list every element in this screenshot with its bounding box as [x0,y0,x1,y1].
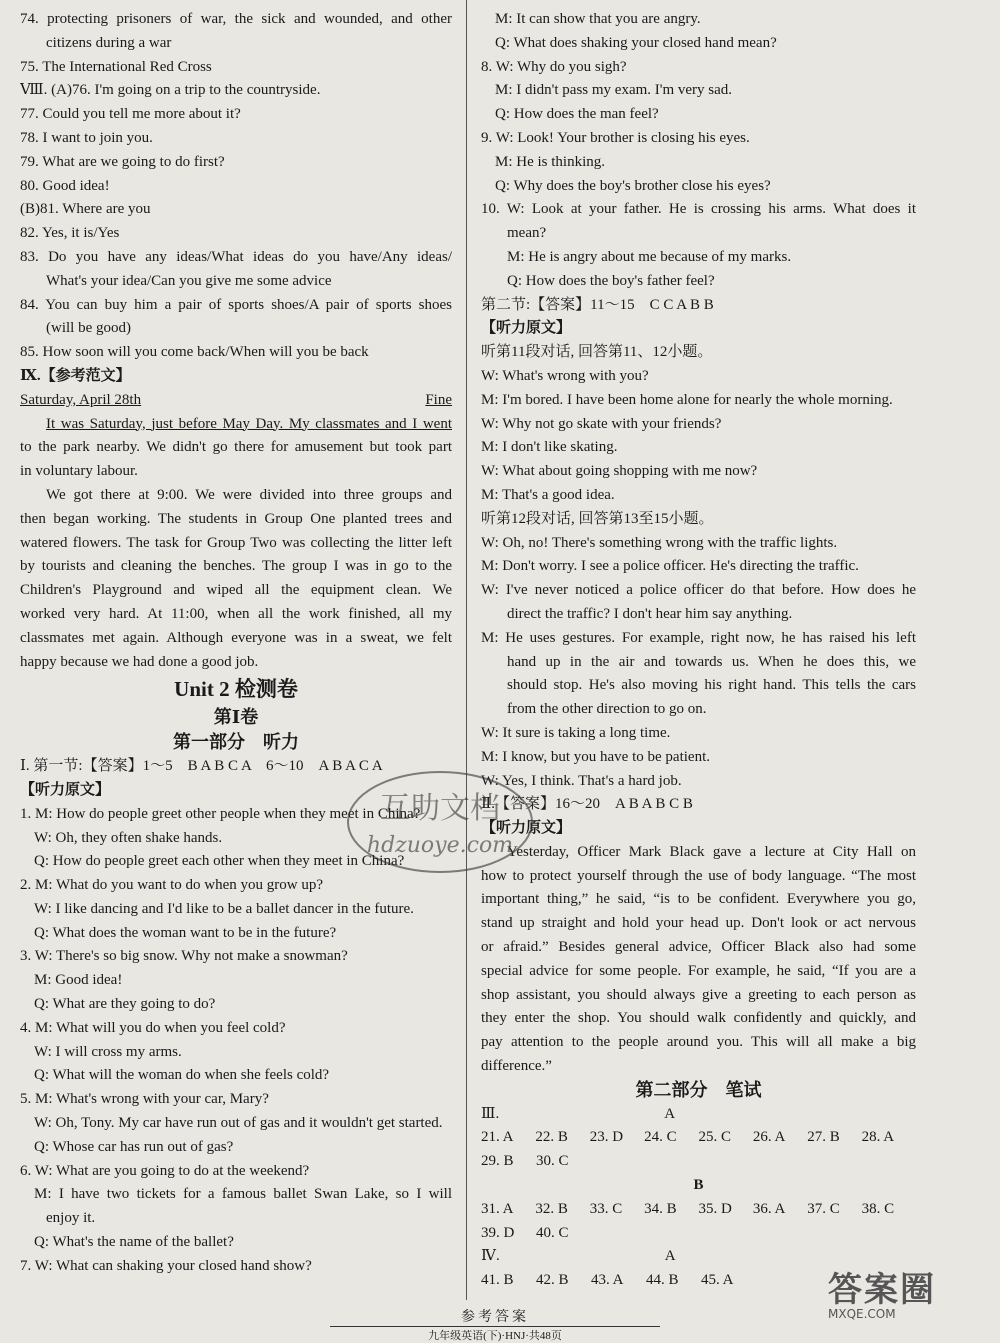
answer-item: 35. D [698,1200,732,1217]
text-line: in voluntary labour. [20,463,138,480]
answer-item: 29. B [481,1153,514,1170]
text-line: W: I will cross my arms. [34,1043,182,1060]
text-line: 82. Yes, it is/Yes [20,225,120,242]
diary-weather: Fine [425,391,452,408]
text-line: Ⅸ.【参考范文】 [20,367,131,384]
text-line: Q: How do people greet each other when they meet in China? [34,853,405,870]
diary-header [20,389,452,413]
answer-item: 24. C [644,1129,677,1146]
text-line: 2. M: What do you want to do when you grow up? [20,877,324,894]
text-line: special advice for some people. For example, he said, “If you are a [481,962,916,979]
text-line: M: I have two tickets for a famous ballet Swan Lake, so I will [34,1186,452,1203]
section-heading: 第一部分 听力 [173,732,299,753]
answer-item: 41. B [481,1272,514,1289]
text-line: 75. The International Red Cross [20,58,212,75]
column-divider [466,0,467,1300]
text-line: important thing,” he said, “is to be confident. Everywhere you go, [481,891,916,908]
text-line: shop assistant, you should always give a greeting to each person as [481,986,916,1003]
text-line: (B)81. Where are you [20,201,151,218]
text-line: 9. W: Look! Your brother is closing his eyes. [481,129,750,146]
text-line: should stop. He's also moving his right hand. This tells the cars [507,677,916,694]
page-footer [330,1306,660,1343]
text-line: W: I've never noticed a police officer do that before. How does he [481,582,916,599]
text-line: direct the traffic? I don't hear him say anything. [507,605,793,622]
text-line: Q: Whose car has run out of gas? [34,1138,234,1155]
text-line: 1. M: How do people greet other people when they meet in China? [20,805,421,822]
answer-item: 31. A [481,1200,514,1217]
left-column [20,8,452,1279]
text-line: M: Good idea! [34,972,123,989]
text-line: then began working. The students in Group One planted trees and [20,510,452,527]
text-line: enjoy it. [46,1210,96,1227]
text-line: 5. M: What's wrong with your car, Mary? [20,1091,269,1108]
text-line: 74. protecting prisoners of war, the sick and wounded, and other [20,11,452,27]
text-line: Q: How does the boy's father feel? [507,272,715,289]
text-line: W: What's wrong with you? [481,367,649,384]
text-line: hand up in the air and towards us. When he does this, we [507,653,916,670]
section-heading: 第Ⅰ卷 [213,707,259,728]
text-line: M: I know, but you have to be patient. [481,748,710,765]
text-line: pay attention to the people around you. This will all make a big [481,1034,916,1051]
answer-row [481,1126,916,1150]
text-line: It was Saturday, just before May Day. My classmates and I went [46,415,452,432]
text-line: W: Why not go skate with your friends? [481,415,722,432]
answer-item: 22. B [535,1129,568,1146]
text-line: 10. W: Look at your father. He is crossing his arms. What does it [481,201,916,218]
text-line: M: I don't like skating. [481,439,618,456]
text-line: 84. You can buy him a pair of sports shoes/A pair of sports shoes [20,296,452,313]
answer-item: 45. A [701,1272,734,1289]
text-line: M: I'm bored. I have been home alone for nearly the whole morning. [481,391,893,408]
section-heading: 第二部分 笔试 [635,1079,762,1100]
text-line: Q: Why does the boy's brother close his eyes? [495,177,771,194]
text-line: classmates met again. Although everyone was in a sweat, we felt [20,629,452,646]
text-line: watered flowers. The task for Group Two was collecting the litter left [20,534,452,551]
text-line: 4. M: What will you do when you feel cold? [20,1019,286,1036]
text-line: M: He uses gestures. For example, right now, he has raised his left [481,629,916,646]
text-line: 79. What are we going to do first? [20,153,225,170]
text-line: 80. Good idea! [20,177,110,194]
answer-row [481,1150,916,1174]
text-line: M: Don't worry. I see a police officer. He's directing the traffic. [481,558,859,575]
text-line: how to protect yourself through the use of body language. “The most [481,867,916,884]
text-line: Ⅲ. A [481,1105,676,1122]
answer-row [481,1198,916,1222]
text-line: W: What about going shopping with me now? [481,463,758,480]
answer-item: 33. C [589,1200,623,1217]
text-line: Q: What does the woman want to be in the future? [34,924,337,941]
text-line: citizens during a war [46,34,172,51]
answer-item: 25. C [698,1129,732,1146]
text-line: Ⅷ. (A)76. I'm going on a trip to the countryside. [20,82,321,99]
text-line: difference.” [481,1058,552,1075]
text-line: 8. W: Why do you sigh? [481,58,627,75]
text-line: 听第11段对话, 回答第11、12小题。 [481,344,713,361]
answer-item: 39. D [481,1224,515,1241]
text-line: B [693,1177,704,1194]
text-line: to the park nearby. We didn't go there for amusement but took part [20,439,452,456]
text-line: Children's Playground and wiped all the equipment clean. We [20,582,452,599]
text-line: What's your idea/Can you give me some advice [46,272,332,289]
text-line: 【听力原文】 [481,820,572,837]
answer-item: 28. A [861,1129,895,1146]
text-line: Q: What does shaking your closed hand mean? [495,34,777,51]
answer-item: 44. B [646,1272,679,1289]
footer-title: 参考答案 [461,1310,529,1325]
text-line: 7. W: What can shaking your closed hand show? [20,1257,312,1274]
text-line: 第二节:【答案】11～15 C C A B B [481,296,714,313]
answer-item: 30. C [536,1153,569,1170]
text-line: Q: What's the name of the ballet? [34,1234,234,1251]
answer-item: 32. B [535,1200,568,1217]
text-line: Yesterday, Officer Mark Black gave a lecture at City Hall on [507,843,916,860]
answer-item: 38. C [861,1200,895,1217]
text-line: mean? [507,225,547,242]
answer-item: 34. B [644,1200,677,1217]
right-column [481,8,916,1293]
text-line: by tourists and cleaning the benches. The group I was in go to the [20,558,452,575]
text-line: W: I like dancing and I'd like to be a ballet dancer in the future. [34,900,414,917]
text-line: (will be good) [46,320,131,337]
text-line: M: That's a good idea. [481,486,615,503]
text-line: W: It sure is taking a long time. [481,724,671,741]
text-line: Ⅱ.【答案】16～20 A B A B C B [481,796,693,813]
text-line: We got there at 9:00. We were divided into three groups and [46,486,452,503]
footer-subtitle: 九年级英语(下)·HNJ·共48页 [330,1326,660,1343]
text-line: they enter the shop. You should walk confidently and quickly, and [481,1010,916,1027]
answer-row [481,1222,916,1246]
text-line: W: Yes, I think. That's a hard job. [481,772,682,789]
text-line: stand up straight and hold your head up. Don't look or act nervous [481,915,916,932]
corner-watermark [828,1262,936,1321]
text-line: Ⅰ. 第一节:【答案】1～5 B A B C A 6～10 A B A C A [20,758,383,775]
text-line: 6. W: What are you going to do at the weekend? [20,1162,310,1179]
svg-text:互助文档: 互助文档 [380,791,500,826]
text-line: 3. W: There's so big snow. Why not make a snowman? [20,948,348,965]
answer-item: 26. A [752,1129,786,1146]
text-line: 78. I want to join you. [20,129,153,146]
text-line: W: Oh, Tony. My car have run out of gas and it wouldn't get started. [34,1115,443,1132]
text-line: W: Oh, no! There's something wrong with the traffic lights. [481,534,838,551]
text-line: 77. Could you tell me more about it? [20,106,241,123]
svg-text:hdzuoye.com: hdzuoye.com [366,833,514,858]
answer-item: 42. B [536,1272,569,1289]
text-line: M: He is thinking. [495,153,606,170]
text-line: M: He is angry about me because of my marks. [507,248,792,265]
text-line: Ⅳ. A [481,1248,676,1265]
text-line: 听第12段对话, 回答第13至15小题。 [481,510,714,527]
text-line: Q: What are they going to do? [34,996,216,1013]
answer-item: 36. A [752,1200,786,1217]
answer-item: 21. A [481,1129,514,1146]
text-line: happy because we had done a good job. [20,653,259,670]
text-line: 【听力原文】 [20,781,111,798]
section-heading: Unit 2 检测卷 [174,677,298,702]
text-line: from the other direction to go on. [507,701,707,718]
watermark-url: MXQE.COM [828,1307,896,1321]
answer-item: 43. A [591,1272,624,1289]
answer-item: 23. D [589,1129,624,1146]
watermark-logo: 答案圈 [828,1270,936,1310]
text-line: M: I didn't pass my exam. I'm very sad. [495,82,733,99]
text-line: 83. Do you have any ideas/What ideas do you have/Any ideas/ [20,248,452,265]
text-line: W: Oh, they often shake hands. [34,829,223,846]
text-line: 85. How soon will you come back/When will you be back [20,344,369,361]
diary-date: Saturday, April 28th [20,391,142,408]
answer-item: 40. C [536,1224,569,1241]
answer-item: 27. B [807,1129,840,1146]
text-line: Q: How does the man feel? [495,106,659,123]
answer-item: 37. C [807,1200,840,1217]
text-line: Q: What will the woman do when she feels cold? [34,1067,330,1084]
text-line: M: It can show that you are angry. [495,11,701,27]
text-line: worked very hard. At 11:00, when all the work finished, all my [20,605,452,622]
text-line: or afraid.” Besides general advice, Officer Black also had some [481,939,916,956]
text-line: 【听力原文】 [481,320,572,337]
